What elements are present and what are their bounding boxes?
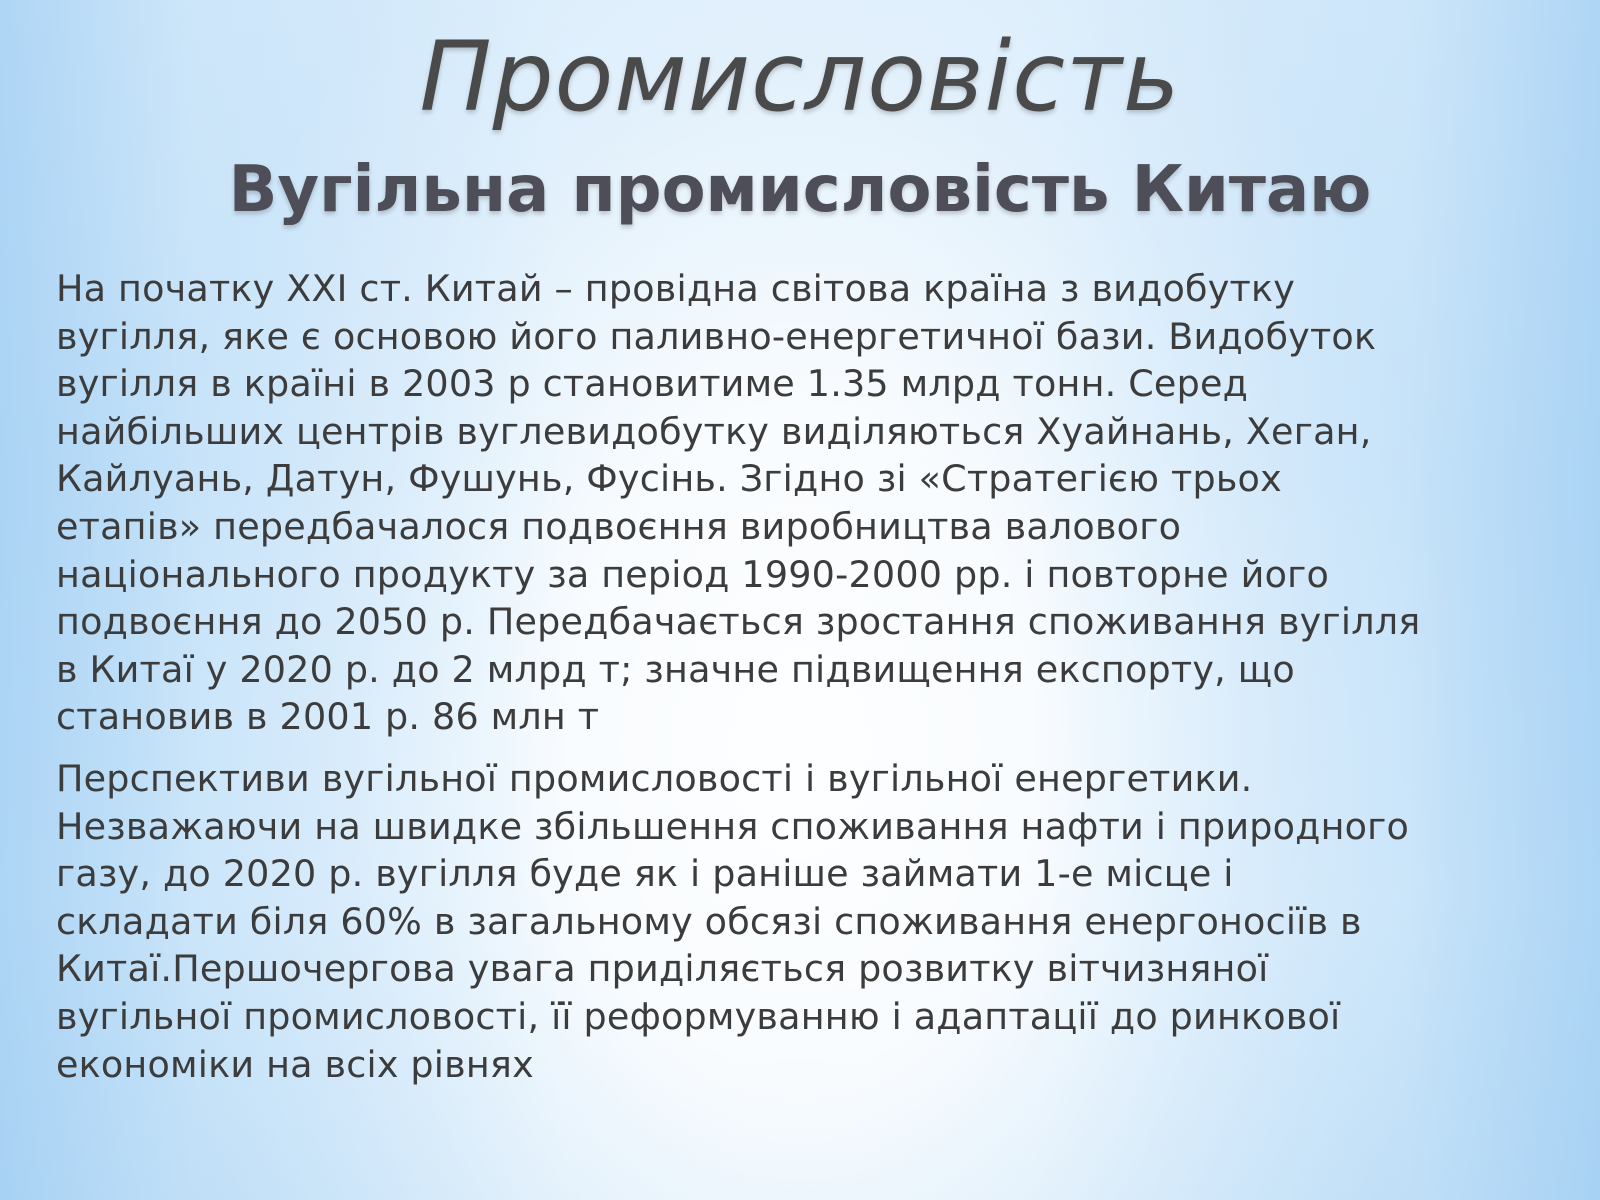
paragraph-coal-production <box>56 265 1556 741</box>
text-line: найбільших центрів вуглевидобутку виділяються Хуайнань, Хеган, <box>56 409 1372 453</box>
text-line: На початку ХХІ ст. Китай – провідна світова країна з видобутку <box>56 267 1296 310</box>
text-line: газу, до 2020 р. вугілля буде як і раніше займати 1-е місце і <box>56 852 1234 896</box>
text-line: економіки на всіх рівнях <box>56 1042 534 1086</box>
text-line: вугілля в країні в 2003 р становитиме 1.35 млрд тонн. Серед <box>56 362 1249 406</box>
text-line: етапів» передбачалося подвоєння виробництва валового <box>56 504 1182 548</box>
text-line: становив в 2001 р. 86 млн т <box>56 695 600 739</box>
text-line: Китаї.Першочергова увага приділяється розвитку вітчизняної <box>56 947 1269 991</box>
text-line: вугільної промисловості, її реформуванню і адаптації до ринкової <box>56 994 1341 1038</box>
paragraph-coal-perspectives <box>56 755 1556 1088</box>
text-line: подвоєння до 2050 р. Передбачається зростання споживання вугілля <box>56 600 1421 644</box>
text-line: Незважаючи на швидке збільшення споживання нафти і природного <box>56 804 1410 848</box>
text-line: в Китаї у 2020 р. до 2 млрд т; значне підвищення експорту, що <box>56 647 1295 691</box>
text-line: Кайлуань, Датун, Фушунь, Фусінь. Згідно зі «Стратегією трьох <box>56 457 1282 501</box>
text-line: національного продукту за період 1990-2000 рр. і повторне його <box>56 552 1330 596</box>
text-line: вугілля, яке є основою його паливно-енергетичної бази. Видобуток <box>56 314 1377 358</box>
text-line: Перспективи вугільної промисловості і вугільної енергетики. <box>56 756 1253 800</box>
slide-title: Промисловість <box>419 21 1181 133</box>
slide-subtitle: Вугільна промисловість Китаю <box>228 153 1372 227</box>
slide-body <box>56 265 1556 1102</box>
text-line: складати біля 60% в загальному обсязі споживання енергоносіїв в <box>56 899 1362 943</box>
